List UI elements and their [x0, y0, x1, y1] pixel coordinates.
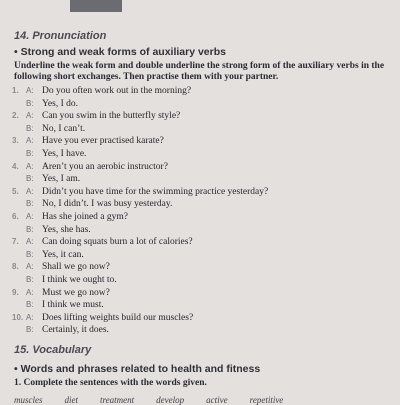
exchange-line: [0, 261, 400, 273]
section-15-subtitle-text: Words and phrases related to health and fitness: [20, 363, 261, 375]
item-number: 8.: [12, 262, 19, 272]
item-number: 1.: [12, 86, 19, 95]
word-box: [14, 395, 394, 405]
speaker-label: A:: [26, 86, 34, 95]
photo-edge: [70, 0, 122, 12]
speaker-label: A:: [26, 111, 34, 121]
item-number: 2.: [12, 111, 19, 121]
speaker-label: B:: [26, 249, 34, 259]
section-14-title: 14. Pronunciation: [14, 30, 107, 42]
section-15-title: 15. Vocabulary: [14, 344, 92, 356]
exchange-line: [0, 148, 400, 160]
exchange-line: [0, 312, 400, 324]
exchange-text: Yes, I do.: [42, 98, 78, 109]
exchange-text: Do you often work out in the morning?: [42, 86, 192, 96]
exchange-text: Have you ever practised karate?: [42, 136, 164, 147]
item-number: 3.: [12, 136, 19, 146]
exchange-text: No, I didn’t. I was busy yesterday.: [42, 199, 173, 210]
exchange-line: [0, 186, 400, 198]
word-box-item: active: [206, 395, 228, 405]
speaker-label: B:: [26, 149, 34, 158]
speaker-label: B:: [26, 224, 34, 234]
speaker-label: A:: [26, 287, 34, 297]
exchange-line: [0, 98, 400, 110]
item-number: 5.: [12, 186, 19, 196]
exchange-text: Didn’t you have time for the swimming practice yesterday?: [42, 186, 269, 197]
exchange-line: [0, 110, 400, 122]
speaker-label: B:: [26, 325, 34, 335]
exchange-text: Does lifting weights build our muscles?: [42, 312, 194, 323]
exchange-line: [0, 299, 400, 311]
exchange-line: [0, 85, 400, 97]
exchange-line: [0, 123, 400, 135]
speaker-label: B:: [26, 123, 34, 133]
exchange-line: [0, 161, 400, 173]
exchange-text: Yes, I am.: [42, 174, 81, 185]
speaker-label: A:: [26, 212, 34, 221]
exchange-text: I think we ought to.: [42, 275, 117, 285]
exchange-line: [0, 224, 400, 236]
section-14-subtitle-text: Strong and weak forms of auxiliary verbs: [20, 46, 226, 58]
speaker-label: A:: [26, 262, 34, 272]
word-box-item: muscles: [14, 395, 43, 405]
exchange-text: Aren’t you an aerobic instructor?: [42, 161, 168, 172]
speaker-label: A:: [26, 136, 34, 146]
exchange-text: Yes, she has.: [42, 224, 91, 235]
section-14-subtitle: • Strong and weak forms of auxiliary verbs: [14, 46, 226, 58]
exchange-text: Has she joined a gym?: [42, 212, 129, 222]
word-box-item: diet: [64, 395, 78, 405]
speaker-label: A:: [26, 186, 34, 196]
exchange-line: [0, 249, 400, 261]
speaker-label: A:: [26, 312, 34, 322]
speaker-label: B:: [26, 199, 34, 209]
exchange-line: [0, 274, 400, 286]
section-15-subtitle: • Words and phrases related to health and fitness: [14, 363, 261, 375]
item-number: 10.: [12, 312, 24, 322]
section-14-instruction: Underline the weak form and double underline the strong form of the auxiliary verbs in the following short exchanges. Then practise them with your partner.: [14, 61, 385, 82]
exchange-text: Certainly, it does.: [42, 325, 109, 336]
speaker-label: B:: [26, 98, 34, 108]
word-box-item: treatment: [100, 395, 135, 405]
word-box-item: develop: [156, 395, 185, 405]
item-number: 6.: [12, 212, 19, 221]
exchange-line: [0, 173, 400, 185]
exchange-text: Shall we go now?: [42, 262, 110, 273]
exchange-line: [0, 236, 400, 248]
speaker-label: B:: [26, 174, 34, 184]
exchange-text: Can you swim in the butterfly style?: [42, 111, 181, 122]
exchange-line: [0, 198, 400, 210]
exchange-line: [0, 135, 400, 147]
speaker-label: A:: [26, 161, 34, 171]
section-15-instruction: 1. Complete the sentences with the words given.: [14, 378, 207, 388]
speaker-label: B:: [26, 300, 34, 310]
speaker-label: B:: [26, 275, 34, 284]
speaker-label: A:: [26, 237, 34, 247]
exchange-text: No, I can’t.: [42, 123, 86, 134]
exchange-line: [0, 287, 400, 299]
exchange-text: Yes, it can.: [42, 249, 84, 260]
exchange-text: Yes, I have.: [42, 149, 87, 159]
item-number: 4.: [12, 161, 19, 171]
item-number: 7.: [12, 237, 19, 247]
exchange-text: Must we go now?: [42, 287, 110, 298]
exchange-line: [0, 211, 400, 223]
exchange-text: Can doing squats burn a lot of calories?: [42, 237, 193, 248]
exchange-line: [0, 324, 400, 336]
word-box-item: repetitive: [249, 395, 284, 405]
item-number: 9.: [12, 287, 19, 297]
exchange-text: I think we must.: [42, 300, 104, 311]
